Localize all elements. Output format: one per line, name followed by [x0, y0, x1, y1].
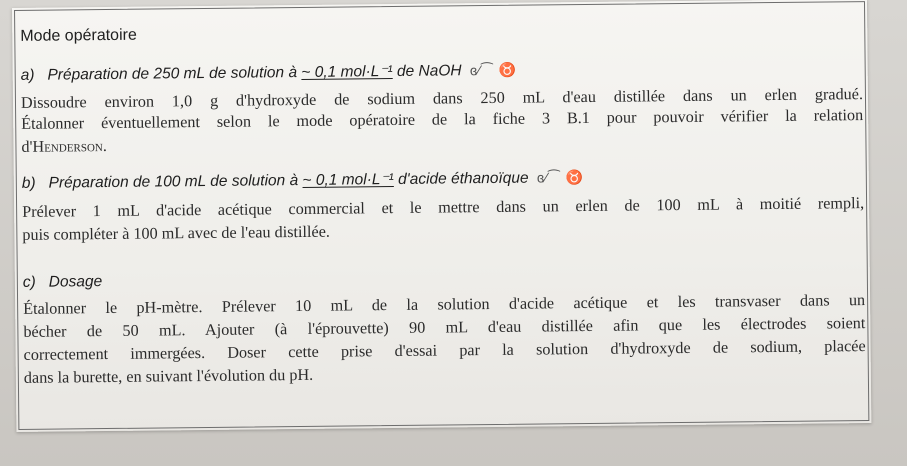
heading-a-pre: Préparation de 250 mL de solution à: [47, 64, 298, 84]
document-page: [12, 0, 871, 432]
heading-c-label: c): [22, 273, 36, 291]
text-fragment: d': [21, 137, 33, 156]
heading-a-label: a): [20, 66, 35, 84]
section-title: Mode opératoire: [20, 26, 137, 45]
text-line: puis compléter à 100 mL avec de l'eau distillée.: [22, 222, 330, 244]
heading-a-concentration: ~ 0,1 mol·L⁻¹: [301, 63, 393, 81]
handwritten-mark-icon: ɞ⁄⁀ ♉: [536, 169, 585, 186]
heading-c-title: Dosage: [48, 273, 103, 291]
heading-b-label: b): [21, 174, 36, 192]
text-line: correctement immergées. Doser cette prise d'essai par la solution d'hydroxyde de sodium, placée: [23, 337, 866, 364]
author-name: Henderson: [32, 137, 103, 156]
handwritten-mark-icon: ɞ⁄⁀ ♉: [469, 61, 517, 79]
heading-b-pre: Préparation de 100 mL de solution à: [48, 172, 299, 192]
heading-a-post: de NaOH: [396, 62, 462, 80]
text-line: bécher de 50 mL. Ajouter (à l'éprouvette) 90 mL d'eau distillée afin que les électrodes soient: [23, 314, 866, 341]
text-line: dans la burette, en suivant l'évolution du pH.: [23, 365, 314, 387]
text-line: Prélever 1 mL d'acide acétique commercial et le mettre dans un erlen de 100 mL à moitié rempli,: [22, 194, 865, 221]
text-line: Dissoudre environ 1,0 g d'hydroxyde de sodium dans 250 mL d'eau distillée dans un erlen gradué.: [20, 85, 864, 112]
text-line: Étalonner le pH-mètre. Prélever 10 mL de la solution d'acide acétique et les transvaser dans un: [23, 291, 866, 318]
text-line: Étalonner éventuellement selon le mode opératoire de la fiche 3 B.1 pour pouvoir vérifier la relation: [21, 106, 864, 133]
text-line: [21, 137, 107, 157]
heading-b-post: d'acide éthanoïque: [398, 169, 529, 188]
heading-part-c: [23, 273, 102, 292]
text-fragment: .: [102, 137, 107, 156]
heading-b-concentration: ~ 0,1 mol·L⁻¹: [302, 171, 394, 189]
